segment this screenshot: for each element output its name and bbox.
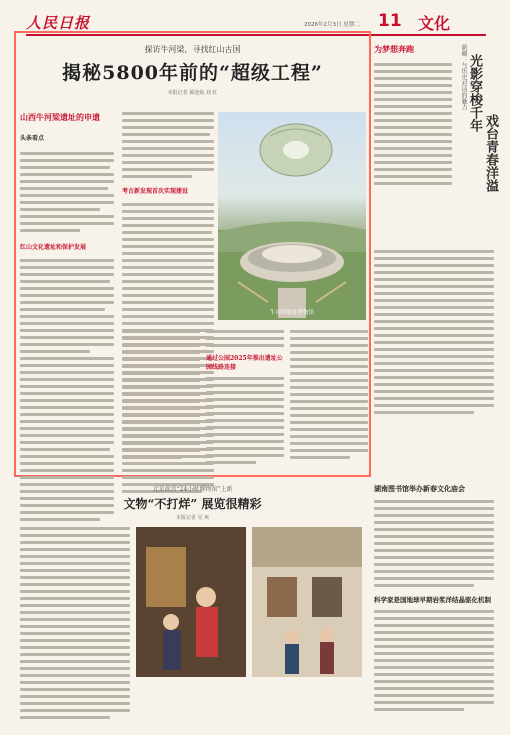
vertical-title-1: 光影穿梭千年 [467, 54, 482, 132]
masthead [26, 12, 486, 32]
vertical-headline [460, 44, 496, 244]
photo-caption: 牛河梁遗址博物馆 [269, 310, 314, 316]
lower-col-c [290, 330, 368, 468]
vertical-sub: 新疆：与历史对话的魅力 [460, 44, 467, 110]
bottom-kicker: 北京故宫“24小时博物馆”上新 [152, 486, 233, 493]
feature-headline: 揭秘5800年前的“超级工程” [62, 62, 323, 84]
bottom-byline: 本报记者 吴 爽 [175, 515, 210, 521]
second-text-block [122, 112, 214, 178]
lower-columns [122, 330, 366, 468]
feature-kicker: 探访牛河梁，寻找红山古国 [144, 45, 241, 54]
bottom-right-headline-1: 湖南图书馆举办新春文化庙会 [374, 484, 465, 493]
left-col-head: 红山文化遗址和保护发展 [20, 244, 87, 251]
sidebar-text [374, 63, 454, 185]
feature-byline: 本报记者 郝迎灿 刘 红 [167, 90, 218, 96]
jade-artifact-image [250, 116, 342, 186]
lower-col-b [206, 330, 284, 468]
page-number: 11 [378, 11, 402, 31]
right-sidebar-article [374, 44, 454, 189]
museum-visitors-photo [136, 527, 246, 677]
left-column [20, 112, 116, 525]
pull-sub: 头条看点 [20, 135, 45, 142]
issue-date: 2026年2月3日 星期二 [304, 22, 360, 28]
lower-col-a [122, 330, 200, 468]
bottom-text [20, 527, 130, 723]
exhibition-hall-photo [252, 527, 362, 677]
jade-artifact-icon [250, 116, 342, 186]
left-text-block [20, 152, 116, 232]
bottom-photo-1 [136, 527, 246, 677]
pull-title: 山西牛河梁遗址的申遗 [20, 112, 100, 122]
feature-header [20, 44, 365, 96]
bottom-photo-2 [252, 527, 362, 677]
right-sidebar-body [374, 250, 494, 418]
third-col-head: 通过公园2025年推出遗址公园线路连接 [206, 355, 283, 371]
bottom-right-articles [374, 484, 496, 715]
section-title: 文化 [418, 14, 451, 33]
bottom-right-headline-2: 科学家是国地球早期岩浆洋结晶驱化机制 [374, 596, 491, 604]
second-col-head: 考古新发现首次实现建设 [122, 188, 189, 195]
bottom-headline: 文物“不打烊” 展览很精彩 [123, 497, 262, 511]
newspaper-logo: 人民日报 [26, 14, 91, 32]
left-text-block-2 [20, 259, 116, 521]
sidebar-title: 为梦想奔跑 [374, 44, 414, 54]
vertical-title-2: 戏台青春洋溢 [483, 114, 498, 192]
bottom-left-article [20, 484, 365, 723]
